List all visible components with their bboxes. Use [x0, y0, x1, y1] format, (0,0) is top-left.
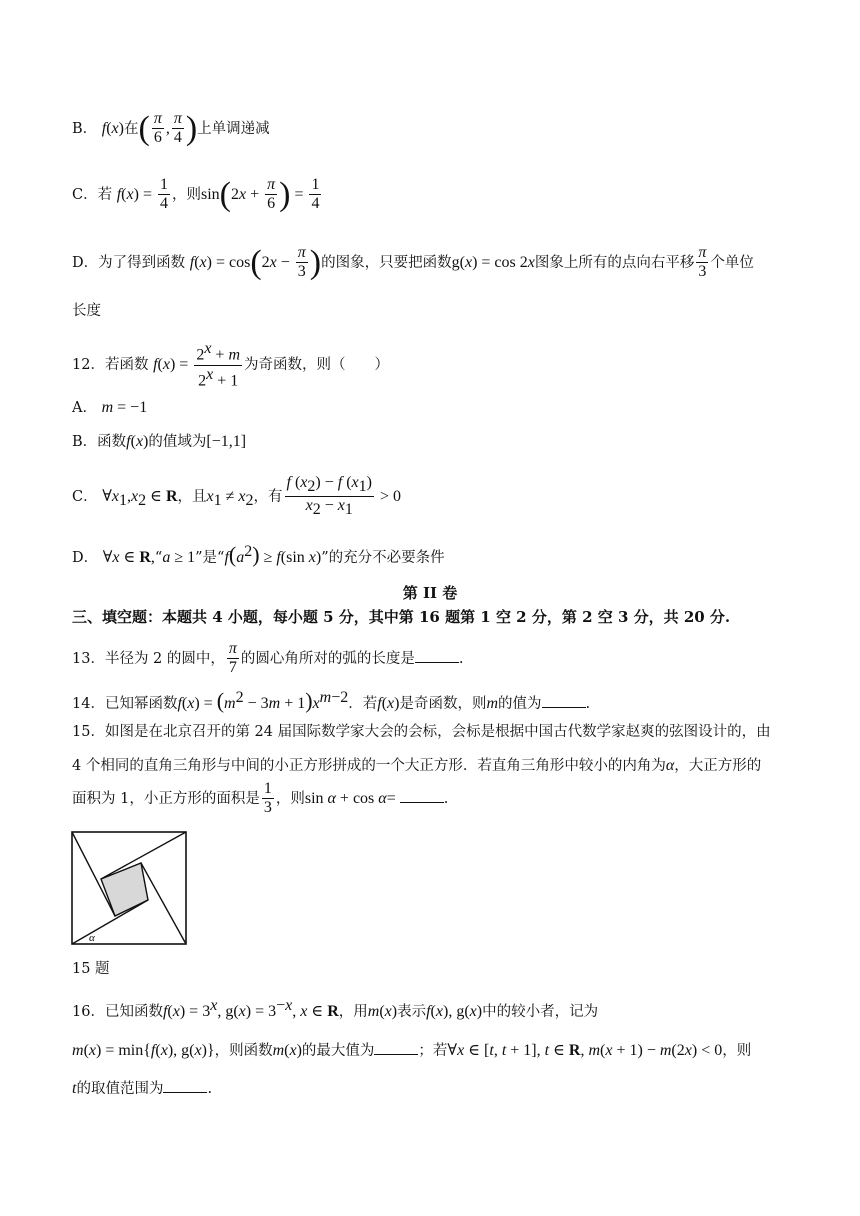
q14: 14．已知幂函数$f(x) = (m^2 - 3m + 1)x^{m-2}$．若f(x)是奇函数，则m的值为 .: [72, 688, 591, 713]
q13-answer-blank[interactable]: [415, 648, 459, 663]
q15-line-3: 面积为 1，小正方形的面积是 $\frac{1}{3}$ ，则sin α + cos α= .: [72, 780, 449, 817]
q16-answer-blank-2[interactable]: [163, 1078, 207, 1093]
q12-option-a: A． m = −1: [72, 399, 148, 416]
q11-option-c: C．若 f(x) = $\frac{1}{4}$ ，则sin(2x + $\frac{\pi}{6}$ ) = $\frac{1}{4}$: [72, 175, 320, 213]
section-heading: 三、填空题：本题共 4 小题，每小题 5 分，其中第 16 题第 1 空 2 分，第 2 空 3 分，共 20 分.: [72, 608, 731, 626]
q12-stem: 12．若函数 f(x) = $\frac{2^x + m}{2^x + 1}$ 为奇函数，则（ ）: [72, 340, 390, 390]
chord-3: [101, 832, 186, 879]
q16-line-3: t的取值范围为 .: [72, 1080, 213, 1097]
q15-line-2: 4 个相同的直角三角形与中间的小正方形拼成的一个大正方形．若直角三角形中较小的内角为α，大正方形的: [72, 757, 762, 774]
q16-line-1: 16．已知函数$f(x) = 3^x$, $g(x) = 3^{-x}$, x ∈ R，用m(x)表示f(x), g(x)中的较小者，记为: [72, 997, 599, 1020]
q11-option-b: B． f(x)在( $\frac{\pi}{6}$ , $\frac{\pi}{4}$ )上单调递减: [72, 109, 270, 147]
q15-figure-caption: 15 题: [72, 961, 110, 977]
q14-answer-blank[interactable]: [542, 693, 586, 708]
q16-line-2: m(x) = min{f(x), g(x)}，则函数m(x)的最大值为 ；若∀x ∈ [t, t + 1], t ∈ R, m(x + 1) − m(2x) < 0，则: [72, 1042, 752, 1059]
q12-option-d: D． ∀x ∈ R,“a ≥ 1”是“$f(a^2) \ge f(\sin$ x)”的充分不必要条件: [72, 542, 445, 567]
q15-line-1: 15．如图是在北京召开的第 24 届国际数学家大会的会标，会标是根据中国古代数学家赵爽的弦图设计的，由: [72, 724, 771, 740]
chord-2: [72, 832, 115, 916]
q11-option-d: D．为了得到函数 f(x) = cos(2x − $\frac{\pi}{3}$ )的图象，只要把函数g(x) = cos 2x图象上所有的点向右平移 $\frac{\pi}{3}$ 个单位: [72, 243, 754, 281]
inner-square: [101, 863, 148, 916]
zhao-shuang-diagram: [70, 830, 190, 948]
chord-4: [141, 863, 186, 944]
section-juan-title: 第 II 卷: [402, 584, 458, 602]
alpha-label: α: [89, 932, 95, 944]
q13: 13．半径为 2 的圆中， $\frac{\pi}{7}$ 的圆心角所对的弧的长度是 .: [72, 640, 464, 677]
q11-option-d-continuation: 长度: [72, 303, 101, 319]
q12-option-b: B．函数f(x)的值域为[−1,1]: [72, 433, 247, 450]
q15-answer-blank[interactable]: [400, 788, 444, 803]
q16-answer-blank-1[interactable]: [374, 1040, 418, 1055]
q12-option-c: C． $\forall x_1,x_2$ ∈ R，且$x_1 \ne x_2$，有 $\frac{f (x_2) - f (x_1)}{x_2 - x_1}$ > 0: [72, 474, 401, 519]
